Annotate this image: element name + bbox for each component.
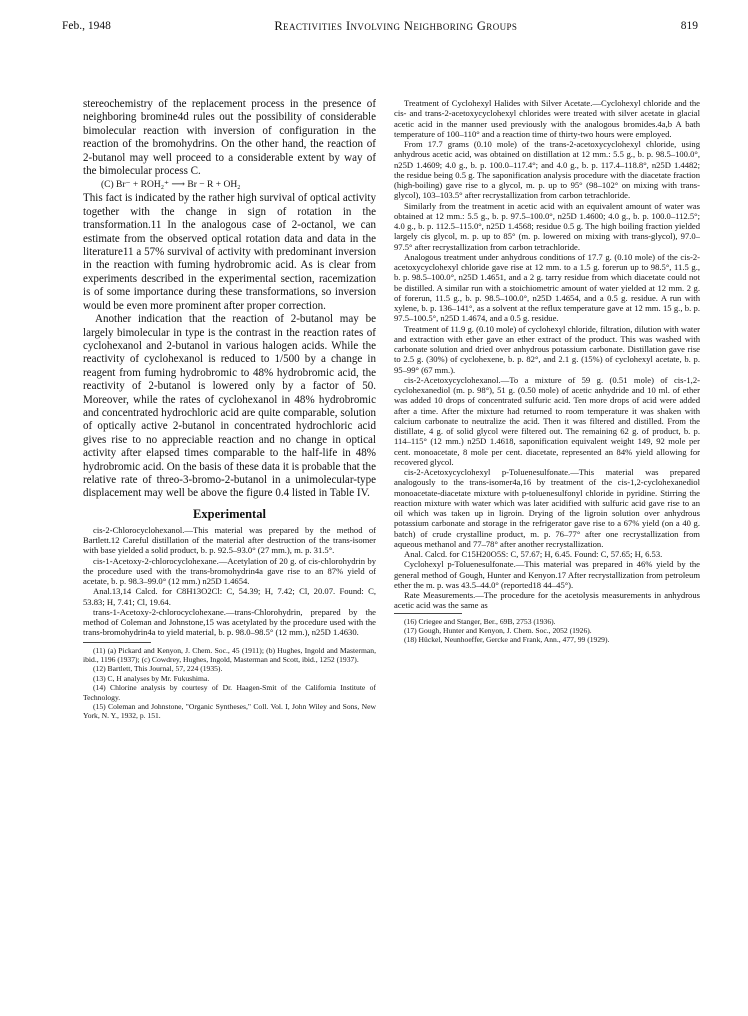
footnote: (16) Criegee and Stanger, Ber., 69B, 2753 (1936). bbox=[404, 616, 556, 626]
section-heading: Experimental bbox=[193, 506, 266, 521]
page-number: 819 bbox=[680, 20, 698, 32]
footnote: (15) Coleman and Johnstone, "Organic Syntheses," Coll. Vol. I, John Wiley and Sons, New York, N. Y., 1932, p. 151. bbox=[83, 701, 376, 721]
footnote: (13) C, H analyses by Mr. Fukushima. bbox=[93, 673, 210, 683]
header-title: Reactivities Involving Neighboring Groups bbox=[274, 18, 518, 33]
experimental-paragraph: cis-1-Acetoxy-2-chlorocyclohexane.—Acetylation of 20 g. of cis-chlorohydrin by the procedure used with the trans-bromohydrin4a gave rise to an 87% yield of acetate, b. p. 98.3–99.0° (12 mm.) n25D 1.4654. bbox=[83, 555, 376, 587]
body-paragraph: This fact is indicated by the rather high survival of optical activity together with the change in sign of rotation in the transformation.11 In the analogous case of 2-octanol, we can estimate from the observed optical rotation data and data in the literature11 a 57% survival of activity with predominant inversion in the reaction with fuming hydrobromic acid. As is clear from experiments described in the experimental section, racemization is of some importance during these transformations, so inversion would be even more prominent after proper correction. bbox=[83, 192, 376, 312]
body-paragraph: Another indication that the reaction of 2-butanol may be largely bimolecular in type is the contrast in the reaction rates of cyclohexanol and 2-butanol in various halogen acids. While the reactivity of cyclohexanol is reduced to 1/500 by a change in reagent from fuming hydrobromic to 48% hydrobromic acid, the reactivity of 2-butanol is lowered only by a factor of 50. Moreover, while the rates of cyclohexanol in 48% hydrobromic and concentrated hydrochloric acid are quite comparable, solution of optically active 2-butanol in concentrated hydrochloric acid gives rise to no appreciable reaction and no change in optical activity after elapsed times comparable to the half-life in 48% hydrobromic acid. On the basis of these data it is probable that the relative rate of threo-3-bromo-2-butanol in a unimolecular-type displacement may well be above the figure 0.4 listed in Table IV. bbox=[83, 313, 376, 500]
experimental-paragraph: Treatment of 11.9 g. (0.10 mole) of cyclohexyl chloride, filtration, dilution with water and extraction with ether gave an ether extract of the product. This was washed with carbonate solution and dried over anhydrous potassium carbonate. Distillation gave rise to 2.5 g. (30%) of cyclohexene, b. p. 82°, and 2.1 g. (15%) of cyclohexyl acetate, b. p. 95–99° (67 mm.). bbox=[394, 323, 700, 375]
experimental-paragraph: cis-2-Acetoxycyclohexanol.—To a mixture of 59 g. (0.51 mole) of cis-1,2-cyclohexanediol (m. p. 98°), 51 g. (0.50 mole) of acetic anhydride and 10 ml. of ether was added 10 drops of concentrated sulfuric acid. Ten more drops of acid were added after a time. After the mixture had returned to room temperature it was shaken with calcium carbonate to neutralize the acid. Then it was filtered and distilled. From the distillate, 4 g. of solid glycol were filtered out. The remaining 62 g. of product, b. p. 114–115° (12 mm.) n25D 1.4618, saponification equivalent weight 149, 92 mole per cent. monoacetate, 8 mole per cent. diacetate, represented an 84% yield allowing for recovered glycol. bbox=[394, 374, 700, 467]
analysis-line: Anal.13,14 Calcd. for C8H13O2Cl: C, 54.39; H, 7.42; Cl, 20.07. Found: C, 53.83; H, 7.41; Cl, 19.64. bbox=[83, 586, 376, 607]
header-date: Feb., 1948 bbox=[62, 20, 111, 32]
experimental-paragraph: Rate Measurements.—The procedure for the acetolysis measurements in anhydrous acetic acid was the same as bbox=[394, 590, 700, 611]
experimental-paragraph: cis-2-Acetoxycyclohexyl p-Toluenesulfonate.—This material was prepared analogously to the trans-isomer4a,16 by treatment of the cis-1,2-cyclohexanediol monoacetate-diacetate mixture with p-toluenesulfonyl chloride in pyridine. Stirring the reaction mixture with water which was later acidified with sulfuric acid gave rise to an oil which was taken up in ligroin. Drying of the ligroin solution over anhydrous potassium carbonate and storage in the refrigerator gave rise to a 67% yield (on a 40 g. batch) of crude crystalline product, m. p. 76–77° after one recrystallization from aqueous methanol and 77–78° after another recrystallization. bbox=[394, 467, 700, 549]
experimental-paragraph: cis-2-Chlorocyclohexanol.—This material was prepared by the method of Bartlett.12 Careful distillation of the material after destruction of the trans-isomer with base yielded a solid product, b. p. 92.5–93.0° (27 mm.), m. p. 31.5°. bbox=[83, 524, 376, 556]
footnote: (11) (a) Pickard and Kenyon, J. Chem. Soc., 45 (1911); (b) Hughes, Ingold and Masterman, ibid., 1196 (1937); (c) Cowdrey, Hughes, Ingold, Masterman and Scott, ibid., 1252 (1937). bbox=[83, 645, 376, 664]
analysis-line: Anal. Calcd. for C15H20O5S: C, 57.67; H, 6.45. Found: C, 57.65; H, 6.53. bbox=[404, 549, 663, 559]
footnote: (17) Gough, Hunter and Kenyon, J. Chem. Soc., 2052 (1926). bbox=[404, 625, 592, 635]
footnote: (18) Hückel, Neunhoeffer, Gercke and Frank, Ann., 477, 99 (1929). bbox=[404, 635, 610, 645]
experimental-paragraph: Similarly from the treatment in acetic acid with an equivalent amount of water was obtained at 12 mm.: 5.5 g., b. p. 97.5–100.0°, n25D 1.4600; 4.0 g., b. p. 100.0–112.5°; 4.0 g., b. p. 112.5–115.0°, n25D 1.4568; residue 0.5 g. The high boiling fraction yielded largely cis glycol, m. p. up to 85° (m. p. lowered on mixing with trans-glycol), 97.0–97.5° after recrystallization from carbon tetrachloride. bbox=[394, 200, 700, 252]
footnote-rule bbox=[83, 642, 151, 643]
footnote: (12) Bartlett, This Journal, 57, 224 (1935). bbox=[93, 664, 223, 674]
experimental-paragraph: Treatment of Cyclohexyl Halides with Silver Acetate.—Cyclohexyl chloride and the cis- and trans-2-acetoxycyclohexyl chlorides were treated with silver acetate in glacial acetic acid in the manner used previously with the analogous bromides.4a,b A bath temperature of 100–110° and a reaction time of thirty-two hours were employed. bbox=[394, 98, 700, 139]
running-header bbox=[62, 18, 698, 34]
experimental-paragraph: trans-1-Acetoxy-2-chlorocyclohexane.—trans-Chlorohydrin, prepared by the method of Coleman and Johnstone,15 was acetylated by the procedure used with the trans-bromohydrin4a to yield material, b. p. 98.0–98.5° (12 mm.), n25D 1.4630. bbox=[83, 606, 376, 638]
experimental-paragraph: Analogous treatment under anhydrous conditions of 17.7 g. (0.10 mole) of the cis-2-acetoxycyclohexyl chloride gave rise at 12 mm. to a 1.5 g. forerun up to 98.5°, 11.5 g., b. p. 98.5–100.0°, n25D 1.4651, and a 2 g. tarry residue from which diacetate could not be distilled. A similar run with a stoichiometric amount of water yielded at 12 mm. 2 g. of forerun, 11.5 g., b. p. 98.5–100.0°, n25D 1.4654, and a 0.5 g. residue. A run with xylene, b. p. 136–141°, as a solvent at the reflux temperature gave at 12 mm. 15 g., b. p. 97.5–100.5°, n25D 1.4674, and a 0.5 g. residue. bbox=[394, 251, 700, 324]
experimental-paragraph: From 17.7 grams (0.10 mole) of the trans-2-acetoxycyclohexyl chloride, using anhydrous acetic acid, was obtained on distillation at 12 mm.: 5.5 g., b. p. 98.5–100.0°, n25D 1.4609; 4.0 g., b. p. 100.0–117.4°; and 4.0 g., b. p. 117.4–118.8°, n25D 1.4482; the residue being 0.5 g. The saponification analysis procedure with the diacetate fraction (high-boiling) gave rise to a glycol, m. p. up to 95° (98–102° on mixing with trans-glycol), 103–103.5° after recrystallization from carbon tetrachloride. bbox=[394, 139, 700, 201]
footnote: (14) Chlorine analysis by courtesy of Dr. Haagen-Smit of the California Institute of Technology. bbox=[83, 683, 376, 702]
right-column bbox=[394, 98, 700, 988]
footnote-rule bbox=[394, 613, 462, 614]
body-paragraph: stereochemistry of the replacement process in the presence of neighboring bromine4d rules out the possibility of considerable bimolecular reaction with inversion of configuration in the reaction of the bromohydrins. On the other hand, the reaction of 2-butanol may well proceed to a considerable extent by way of the bimolecular process C. bbox=[83, 98, 376, 178]
experimental-paragraph: Cyclohexyl p-Toluenesulfonate.—This material was prepared in 46% yield by the general method of Gough, Hunter and Kenyon.17 After recrystallization from petroleum ether the m. p. was 43.5–44.0° (reported18 44–45°). bbox=[394, 559, 700, 590]
left-column bbox=[83, 98, 376, 988]
equation-c: (C) Br⁻ + ROH₂⁺ ⟶ Br − R + OH₂ bbox=[101, 180, 241, 191]
